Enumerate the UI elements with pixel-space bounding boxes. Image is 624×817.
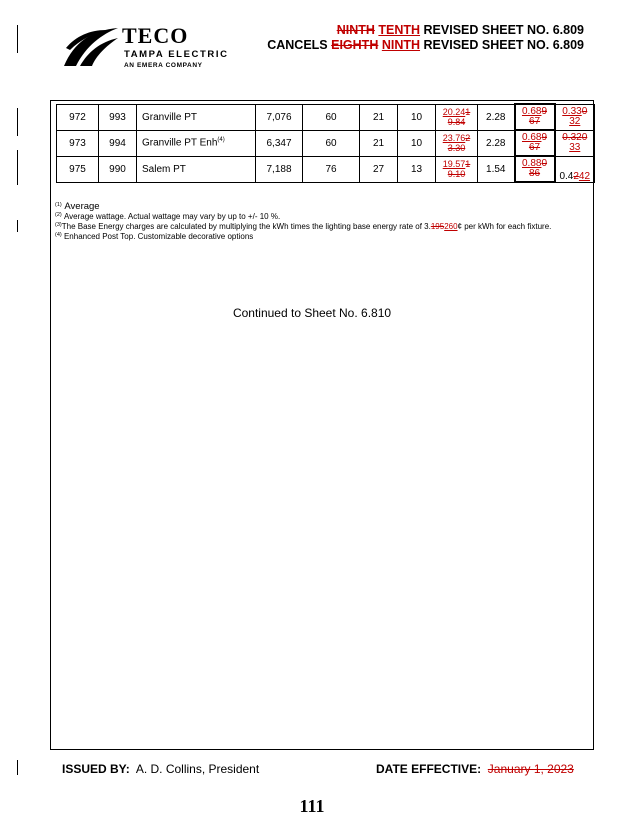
fixture-charge-cell: 20.241 9.84 (436, 104, 478, 130)
footnote-3: $^{(3)}$The Base Energy charges are calculated by multiplying the kWh times the lighting base energy rate of 3.195260¢ per kWh for each fixture. (55, 222, 552, 231)
issued-by: ISSUED BY: A. D. Collins, President (62, 762, 260, 776)
change-bar (17, 108, 18, 136)
energy-charge-cell: 0.689 67 (515, 130, 555, 156)
change-bar (17, 150, 18, 185)
company-logo (60, 22, 250, 72)
deleted-text: EIGHTH (331, 38, 379, 52)
footnote-4: $^{(4)}$ Enhanced Post Top. Customizable decorative options (55, 232, 254, 241)
deleted-text: NINTH (336, 23, 375, 37)
logo-tagline: AN EMERA COMPANY (124, 62, 203, 69)
energy-charge-cell: 0.880 86 (515, 156, 555, 182)
page-frame (50, 100, 594, 750)
continued-note: Continued to Sheet No. 6.810 (232, 306, 392, 320)
sheet-revision-line: NINTH TENTH REVISED SHEET NO. 6.809 (336, 23, 584, 37)
teco-swoosh-icon (60, 22, 120, 72)
fuel-charge-cell: 0.4242 (555, 156, 595, 182)
change-bar (17, 25, 18, 53)
table-row: 973 994 Granville PT Enh$^{(4)}$ 6,347 60 21 10 23.762 3.30 2.28 0.689 67 0.320 33 (57, 130, 595, 156)
date-effective: DATE EFFECTIVE: January 1, 2023 (376, 762, 574, 776)
change-bar (17, 220, 18, 232)
fuel-charge-cell: 0.330 32 (555, 104, 595, 130)
energy-charge-cell: 0.689 67 (515, 104, 555, 130)
table-row: 972 993 Granville PT 7,076 60 21 10 20.241 9.84 2.28 0.689 67 0.330 32 (57, 104, 595, 130)
inserted-text: TENTH (378, 23, 421, 37)
fixture-charge-cell: 23.762 3.30 (436, 130, 478, 156)
fixture-charge-cell: 19.571 9.10 (436, 156, 478, 182)
footnote-2: $^{(2)}$ Average wattage. Actual wattage may vary by up to +/- 10 %. (55, 212, 281, 221)
sheet-cancels-line: CANCELS EIGHTH NINTH REVISED SHEET NO. 6.809 (267, 38, 584, 52)
footnote-1: $^{(1)}$ Average (55, 201, 100, 212)
table-row: 975 990 Salem PT 7,188 76 27 13 19.571 9.10 1.54 0.880 86 0.4242 (57, 156, 595, 182)
fuel-charge-cell: 0.320 33 (555, 130, 595, 156)
change-bar (17, 760, 18, 775)
logo-wordmark: TECO (122, 23, 189, 48)
lighting-rates-table (56, 103, 595, 183)
page-number: 111 (299, 796, 325, 816)
inserted-text: NINTH (381, 38, 421, 52)
logo-subtitle: TAMPA ELECTRIC (124, 49, 229, 60)
